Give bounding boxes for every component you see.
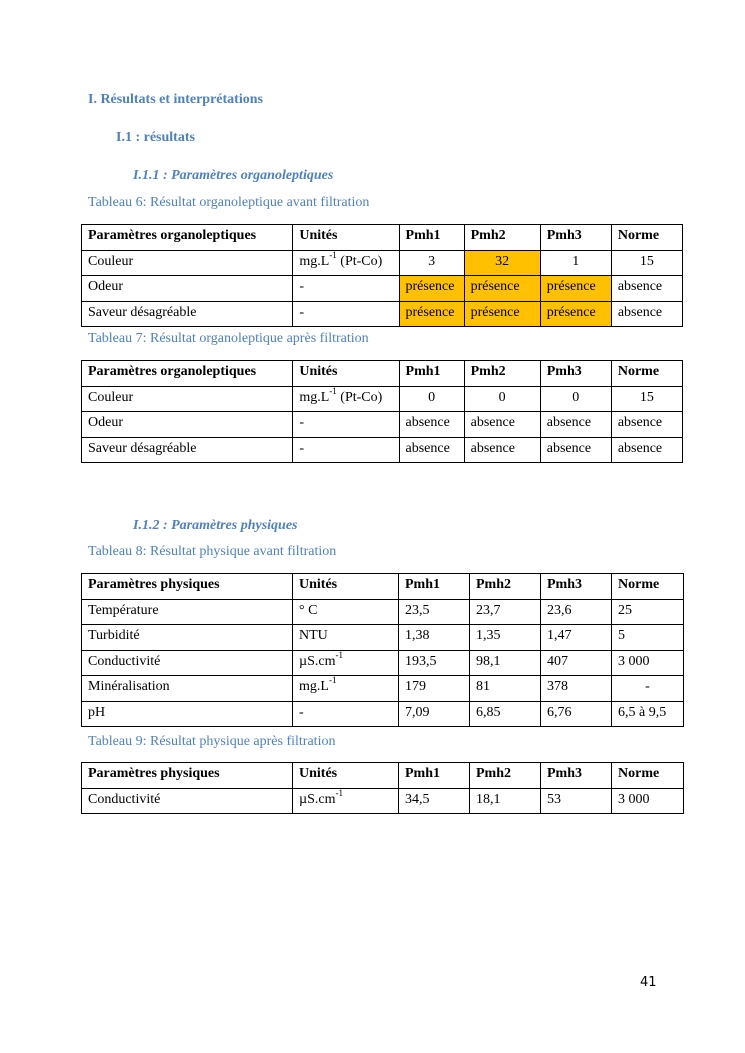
- table-cell: 23,6: [541, 599, 612, 625]
- table-row: [82, 650, 684, 676]
- table-cell-highlighted: présence: [540, 276, 611, 302]
- table-cell: Couleur: [82, 250, 293, 276]
- table-cell: 193,5: [399, 650, 470, 676]
- table-cell: 0: [464, 386, 540, 412]
- table-row: [82, 301, 683, 327]
- col-header: Unités: [293, 763, 399, 789]
- table-cell: 6,76: [541, 701, 612, 727]
- col-header: Paramètres physiques: [82, 574, 293, 600]
- table-cell: 1,35: [470, 625, 541, 651]
- table-row: [82, 386, 683, 412]
- col-header: Unités: [293, 225, 399, 251]
- table-cell: Conductivité: [82, 650, 293, 676]
- col-header: Pmh2: [470, 763, 541, 789]
- table-cell: 3: [399, 250, 464, 276]
- table-cell: -: [293, 412, 399, 438]
- subsubsection-heading-organoleptic: I.1.1 : Paramètres organoleptiques: [133, 168, 334, 183]
- table-cell: 23,7: [470, 599, 541, 625]
- table-cell: 53: [541, 788, 612, 814]
- col-header: Pmh3: [541, 763, 612, 789]
- table-physical-before: [81, 573, 684, 727]
- col-header: Pmh1: [399, 361, 464, 387]
- table-cell: absence: [611, 301, 682, 327]
- table-cell: absence: [399, 412, 464, 438]
- table-cell: Minéralisation: [82, 676, 293, 702]
- table-cell: 25: [612, 599, 684, 625]
- table-cell: 179: [399, 676, 470, 702]
- col-header: Pmh1: [399, 225, 464, 251]
- table-cell: 15: [611, 250, 682, 276]
- table-cell: 378: [541, 676, 612, 702]
- table-cell: -: [612, 676, 684, 702]
- table-cell: 3 000: [612, 650, 684, 676]
- table-cell: 5: [612, 625, 684, 651]
- page-number: 41: [640, 975, 657, 990]
- table-cell: absence: [611, 437, 682, 463]
- table-cell: 6,5 à 9,5: [612, 701, 684, 727]
- table-cell-highlighted: présence: [464, 276, 540, 302]
- table-caption: Tableau 8: Résultat physique avant filtration: [88, 544, 337, 559]
- table-cell: 1,47: [541, 625, 612, 651]
- table-organoleptic-after: [81, 360, 683, 463]
- table-cell: absence: [611, 276, 682, 302]
- table-cell: Couleur: [82, 386, 293, 412]
- table-cell: 0: [399, 386, 464, 412]
- table-row: [82, 788, 684, 814]
- table-cell-highlighted: présence: [399, 276, 464, 302]
- table-cell: 18,1: [470, 788, 541, 814]
- table-organoleptic-before: [81, 224, 683, 327]
- col-header: Unités: [293, 361, 399, 387]
- table-cell: 34,5: [399, 788, 470, 814]
- table-cell: absence: [464, 412, 540, 438]
- table-cell: 6,85: [470, 701, 541, 727]
- table-cell: Température: [82, 599, 293, 625]
- table-cell: -: [293, 301, 399, 327]
- col-header: Paramètres organoleptiques: [82, 225, 293, 251]
- table-cell: NTU: [293, 625, 399, 651]
- table-cell: 7,09: [399, 701, 470, 727]
- col-header: Pmh1: [399, 763, 470, 789]
- table-cell: Conductivité: [82, 788, 293, 814]
- table-caption: Tableau 6: Résultat organoleptique avant filtration: [88, 195, 370, 210]
- col-header: Pmh2: [464, 361, 540, 387]
- table-caption: Tableau 9: Résultat physique après filtration: [88, 734, 336, 749]
- col-header: Unités: [293, 574, 399, 600]
- table-cell: -: [293, 437, 399, 463]
- table-cell-unit: $mg.L^{-1}$ (Pt-Co): [293, 250, 399, 276]
- table-caption: Tableau 7: Résultat organoleptique après filtration: [88, 331, 369, 346]
- table-row: [82, 250, 683, 276]
- table-cell: 15: [611, 386, 682, 412]
- table-cell: absence: [540, 437, 611, 463]
- table-cell-highlighted: présence: [464, 301, 540, 327]
- table-cell: 1,38: [399, 625, 470, 651]
- table-row: [82, 676, 684, 702]
- col-header: Paramètres physiques: [82, 763, 293, 789]
- table-cell: -: [293, 701, 399, 727]
- table-row: [82, 701, 684, 727]
- table-cell: Saveur désagréable: [82, 301, 293, 327]
- col-header: Pmh3: [540, 225, 611, 251]
- table-header-row: [82, 763, 684, 789]
- col-header: Norme: [612, 763, 684, 789]
- table-cell: 1: [540, 250, 611, 276]
- table-cell: absence: [540, 412, 611, 438]
- table-cell: 23,5: [399, 599, 470, 625]
- table-cell: Turbidité: [82, 625, 293, 651]
- table-cell-unit: $mg.L^{-1}$: [293, 676, 399, 702]
- table-cell: Odeur: [82, 276, 293, 302]
- table-row: [82, 625, 684, 651]
- table-header-row: [82, 225, 683, 251]
- table-cell: 3 000: [612, 788, 684, 814]
- table-cell: absence: [611, 412, 682, 438]
- col-header: Pmh3: [541, 574, 612, 600]
- table-row: [82, 599, 684, 625]
- col-header: Pmh3: [540, 361, 611, 387]
- table-cell-unit: $mg.L^{-1}$ (Pt-Co): [293, 386, 399, 412]
- table-cell-unit: $\mu S.cm^{-1}$: [293, 788, 399, 814]
- col-header: Norme: [612, 574, 684, 600]
- table-cell: 407: [541, 650, 612, 676]
- table-cell-highlighted: 32: [464, 250, 540, 276]
- table-header-row: [82, 574, 684, 600]
- table-cell: ° C: [293, 599, 399, 625]
- table-cell: 81: [470, 676, 541, 702]
- table-cell: absence: [464, 437, 540, 463]
- col-header: Norme: [611, 225, 682, 251]
- table-cell: Saveur désagréable: [82, 437, 293, 463]
- table-cell: absence: [399, 437, 464, 463]
- table-physical-after: [81, 762, 684, 814]
- col-header: Pmh1: [399, 574, 470, 600]
- col-header: Norme: [611, 361, 682, 387]
- table-cell-unit: $\mu S.cm^{-1}$: [293, 650, 399, 676]
- table-cell: 0: [540, 386, 611, 412]
- section-heading: I. Résultats et interprétations: [88, 92, 263, 107]
- col-header: Pmh2: [464, 225, 540, 251]
- table-row: [82, 412, 683, 438]
- table-cell: Odeur: [82, 412, 293, 438]
- table-header-row: [82, 361, 683, 387]
- col-header: Pmh2: [470, 574, 541, 600]
- table-cell-highlighted: présence: [399, 301, 464, 327]
- subsubsection-heading-physical: I.1.2 : Paramètres physiques: [133, 518, 298, 533]
- subsection-heading: I.1 : résultats: [116, 130, 195, 145]
- col-header: Paramètres organoleptiques: [82, 361, 293, 387]
- table-row: [82, 437, 683, 463]
- table-cell-highlighted: présence: [540, 301, 611, 327]
- table-row: [82, 276, 683, 302]
- table-cell: 98,1: [470, 650, 541, 676]
- table-cell: -: [293, 276, 399, 302]
- table-cell: pH: [82, 701, 293, 727]
